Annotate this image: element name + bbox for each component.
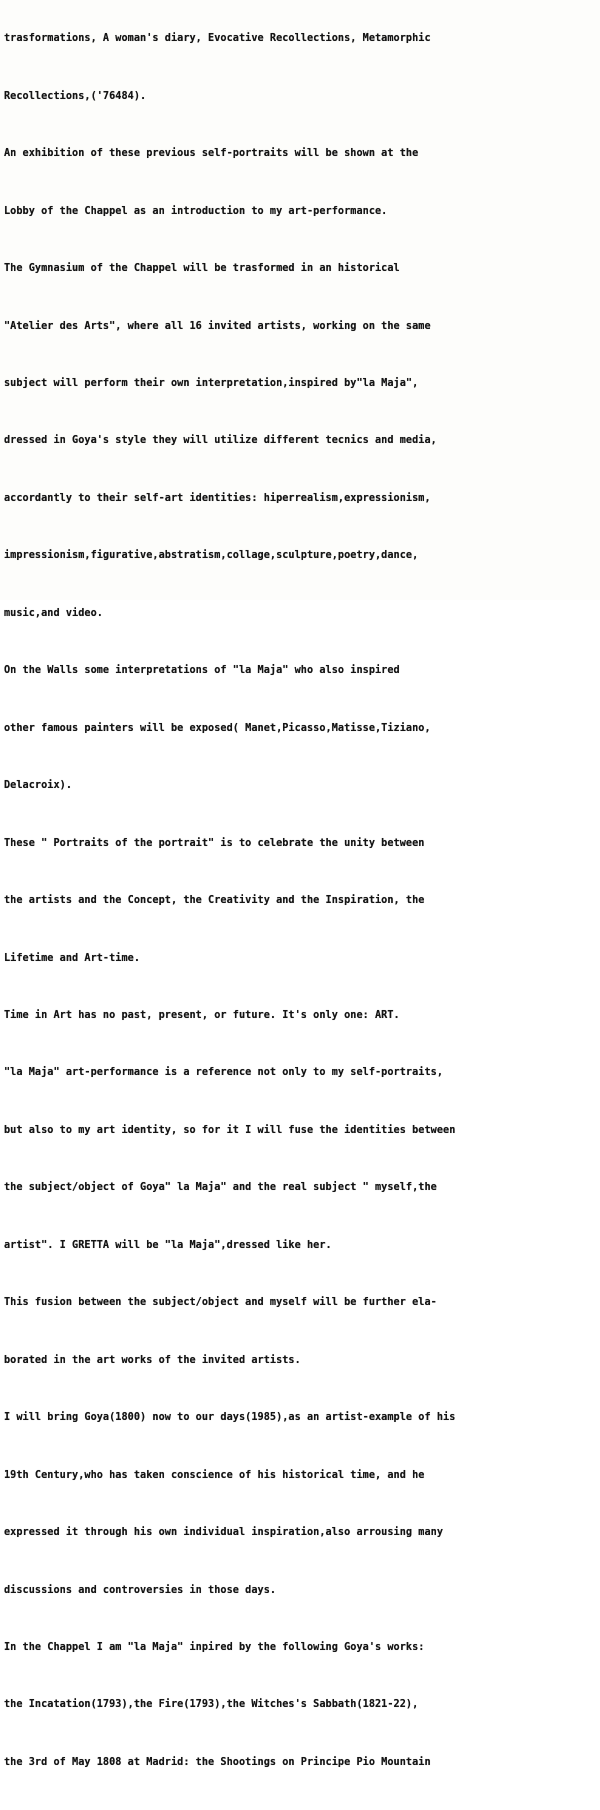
text-line: dressed in Goya's style they will utilize different tecnics and media, [4, 435, 437, 447]
text-line: artist". I GRETTA will be "la Maja",dressed like her. [4, 1239, 332, 1251]
text-line: Delacroix). [4, 780, 73, 792]
text-line: impressionism,figurative,abstratism,collage,sculpture,poetry,dance, [4, 550, 419, 562]
text-line: expressed it through his own individual inspiration,also arrousing many [4, 1527, 444, 1539]
text-line: music,and video. [4, 607, 103, 619]
text-line: the subject/object of Goya" la Maja" and the real subject " myself,the [4, 1182, 437, 1194]
text-line: but also to my art identity, so for it I will fuse the identities between [4, 1124, 456, 1136]
text-line: This fusion between the subject/object and myself will be further ela- [4, 1297, 437, 1309]
text-line: "la Maja" art-performance is a reference not only to my self-portraits, [4, 1067, 444, 1079]
typed-text-body [4, 0, 598, 1810]
text-line: the Incatation(1793),the Fire(1793),the Witches's Sabbath(1821-22), [4, 1699, 419, 1711]
text-line: discussions and controversies in those days. [4, 1584, 277, 1596]
text-line: subject will perform their own interpretation,inspired by"la Maja", [4, 378, 419, 390]
text-line: borated in the art works of the invited artists. [4, 1354, 301, 1366]
text-line: Lobby of the Chappel as an introduction to my art-performance. [4, 205, 388, 217]
text-line: the artists and the Concept, the Creativity and the Inspiration, the [4, 895, 425, 907]
text-line: accordantly to their self-art identities: hiperrealism,expressionism, [4, 492, 431, 504]
text-line: trasformations, A woman's diary, Evocative Recollections, Metamorphic [4, 33, 431, 45]
text-line: These " Portraits of the portrait" is to celebrate the unity between [4, 837, 425, 849]
text-line: "Atelier des Arts", where all 16 invited artists, working on the same [4, 320, 431, 332]
text-line: the 3rd of May 1808 at Madrid: the Shootings on Principe Pio Mountain [4, 1756, 431, 1768]
text-line: Recollections,('76484). [4, 90, 147, 102]
text-line: other famous painters will be exposed( Manet,Picasso,Matisse,Tiziano, [4, 722, 431, 734]
text-line: I will bring Goya(1800) now to our days(1985),as an artist-example of his [4, 1412, 456, 1424]
text-line: Lifetime and Art-time. [4, 952, 141, 964]
text-line: On the Walls some interpretations of "la Maja" who also inspired [4, 665, 400, 677]
text-line: In the Chappel I am "la Maja" inpired by the following Goya's works: [4, 1642, 425, 1653]
text-line: The Gymnasium of the Chappel will be trasformed in an historical [4, 263, 400, 275]
text-line: Time in Art has no past, present, or future. It's only one: ART. [4, 1010, 400, 1022]
text-line: An exhibition of these previous self-portraits will be shown at the [4, 148, 419, 160]
text-line: 19th Century,who has taken conscience of his historical time, and he [4, 1469, 425, 1481]
